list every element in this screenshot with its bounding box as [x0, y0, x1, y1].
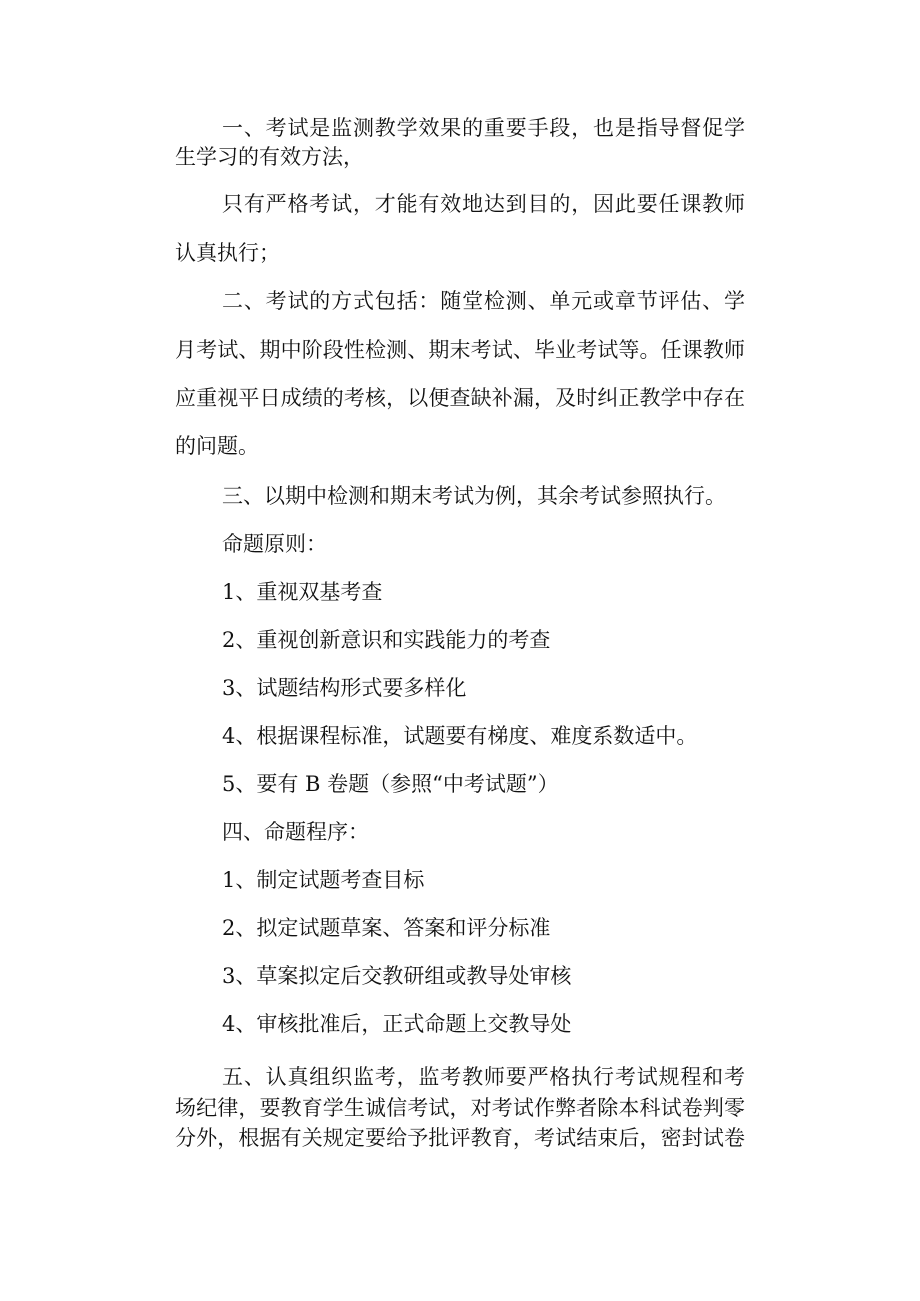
paragraph-line: 生学习的有效方法，	[175, 145, 364, 169]
list-item: 2、拟定试题草案、答案和评分标准	[222, 916, 551, 940]
paragraph-line: 月考试、期中阶段性检测、期末考试、毕业考试等。任课教师	[175, 338, 745, 362]
paragraph-line: 只有严格考试，才能有效地达到目的，因此要任课教师	[222, 192, 745, 216]
paragraph-line: 三、以期中检测和期末考试为例，其余考试参照执行。	[222, 484, 726, 508]
paragraph-line: 的问题。	[175, 434, 259, 458]
list-item: 4、审核批准后，正式命题上交教导处	[222, 1012, 572, 1036]
paragraph-line: 二、考试的方式包括：随堂检测、单元或章节评估、学	[222, 289, 745, 313]
list-item: 3、草案拟定后交教研组或教导处审核	[222, 964, 572, 988]
paragraph-line: 应重视平日成绩的考核，以便查缺补漏，及时纠正教学中存在	[175, 386, 745, 410]
paragraph-line: 命题原则：	[222, 532, 327, 556]
paragraph-line: 认真执行；	[175, 241, 280, 265]
paragraph-line: 五、认真组织监考，监考教师要严格执行考试规程和考	[222, 1065, 745, 1089]
list-item: 2、重视创新意识和实践能力的考查	[222, 628, 551, 652]
paragraph-line: 一、考试是监测教学效果的重要手段，也是指导督促学	[222, 116, 745, 140]
paragraph-line: 分外，根据有关规定要给予批评教育，考试结束后，密封试卷	[175, 1126, 745, 1150]
list-item: 3、试题结构形式要多样化	[222, 676, 467, 700]
list-item: 4、根据课程标准，试题要有梯度、难度系数适中。	[222, 724, 698, 748]
list-item: 1、重视双基考查	[222, 580, 383, 604]
paragraph-line: 场纪律，要教育学生诚信考试，对考试作弊者除本科试卷判零	[175, 1096, 745, 1120]
paragraph-line: 四、命题程序：	[222, 820, 369, 844]
list-item: 5、要有 B 卷题（参照“中考试题”）	[222, 772, 559, 796]
list-item: 1、制定试题考查目标	[222, 868, 425, 892]
